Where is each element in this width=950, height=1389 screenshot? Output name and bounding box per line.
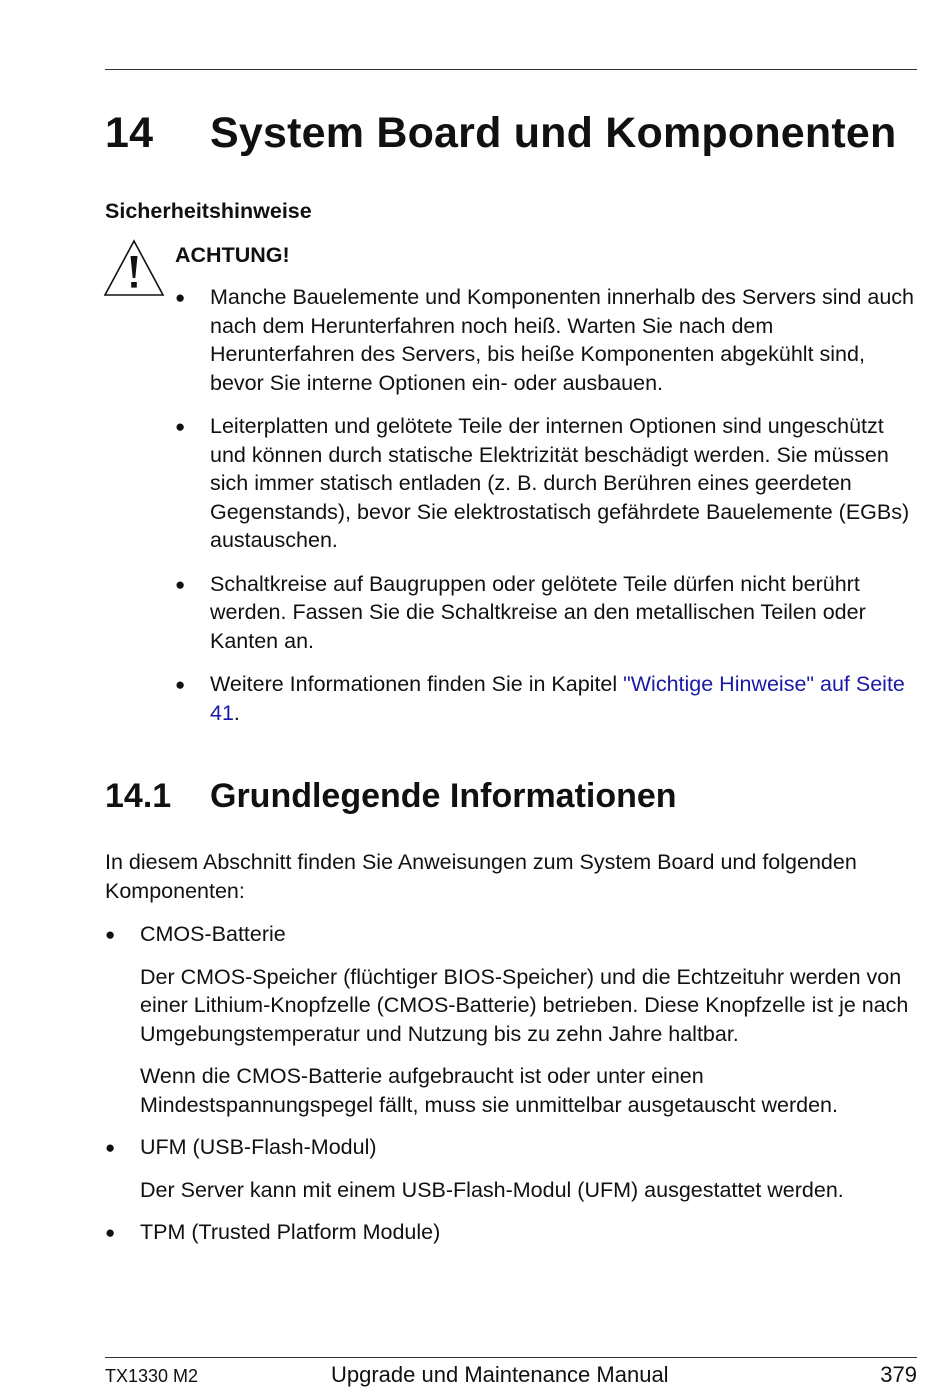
warning-text: Manche Bauelemente und Komponenten innerhalb des Servers sind auch nach dem Herunterfahren noch heiß. Warten Sie nach dem Herunterfahren des Servers, bis heiße Komponenten abgekühlt sind, bevor Sie interne Optionen ein- oder ausbauen. [210, 285, 914, 395]
safety-heading: Sicherheitshinweise [105, 199, 312, 223]
list-item [175, 670, 920, 727]
component-label: UFM (USB-Flash-Modul) [140, 1135, 377, 1159]
warning-title: ACHTUNG! [175, 243, 290, 267]
component-description: Der CMOS-Speicher (flüchtiger BIOS-Speicher) und die Echtzeituhr werden von einer Lithium-Knopfzelle (CMOS-Batterie) betrieben. Diese Knopfzelle ist je nach Umgebungstemperatur und Nutzung bis zu zehn Jahre haltbar. [140, 964, 909, 1046]
header-rule [105, 69, 917, 70]
warning-list [175, 283, 920, 742]
bullet-icon: ● [175, 574, 186, 594]
section-intro: In diesem Abschnitt finden Sie Anweisungen zum System Board und folgenden Komponenten: [105, 850, 857, 903]
chapter-title [105, 106, 896, 160]
section-number: 14.1 [105, 777, 172, 815]
bullet-icon: ● [175, 675, 186, 694]
list-item [175, 283, 920, 397]
page-number: 379 [880, 1362, 917, 1387]
component-label: TPM (Trusted Platform Module) [140, 1220, 441, 1244]
cross-reference-link[interactable]: "Wichtige Hinweise" auf Seite 41 [210, 672, 905, 725]
component-label: CMOS-Batterie [140, 922, 286, 946]
section-title [105, 773, 677, 819]
list-item [175, 570, 920, 656]
list-item [105, 1218, 920, 1247]
footer-rule [105, 1357, 917, 1358]
link-prefix: Weitere Informationen finden Sie in Kapitel [210, 672, 624, 696]
list-item [175, 412, 920, 555]
warning-text: Leiterplatten und gelötete Teile der internen Optionen sind ungeschützt und können durch statische Elektrizität beschädigt werden. Sie müssen sich immer statisch entladen (z. B. durch Berühren eines geerdeten Gegenstands), bevor Sie elektrostatisch gefährdete Bauelemente (EGBs) austauschen. [210, 414, 910, 552]
list-item [105, 920, 920, 1119]
bullet-icon: ● [175, 417, 186, 436]
footer-manual-title: Upgrade und Maintenance Manual [331, 1362, 669, 1387]
bullet-icon: ● [105, 1138, 116, 1157]
section-title-text: Grundlegende Informationen [210, 777, 677, 815]
bullet-icon: ● [175, 288, 186, 307]
warning-triangle-icon [103, 238, 165, 300]
warning-text: Schaltkreise auf Baugruppen oder gelötete Teile dürfen nicht berührt werden. Fassen Sie die Schaltkreise an den metallischen Teilen oder Kanten an. [210, 571, 866, 653]
component-description: Wenn die CMOS-Batterie aufgebraucht ist oder unter einen Mindestspannungspegel fällt, muss sie unmittelbar ausgetauscht werden. [140, 1064, 838, 1117]
component-list [105, 920, 920, 1261]
component-description: Der Server kann mit einem USB-Flash-Modul (UFM) ausgestattet werden. [140, 1177, 844, 1202]
bullet-icon: ● [105, 925, 116, 944]
footer-model: TX1330 M2 [105, 1366, 199, 1386]
chapter-number: 14 [105, 109, 154, 157]
link-suffix: . [233, 700, 240, 725]
list-item [105, 1133, 920, 1204]
bullet-icon: ● [105, 1223, 116, 1242]
chapter-title-text: System Board und Komponenten [210, 109, 897, 157]
